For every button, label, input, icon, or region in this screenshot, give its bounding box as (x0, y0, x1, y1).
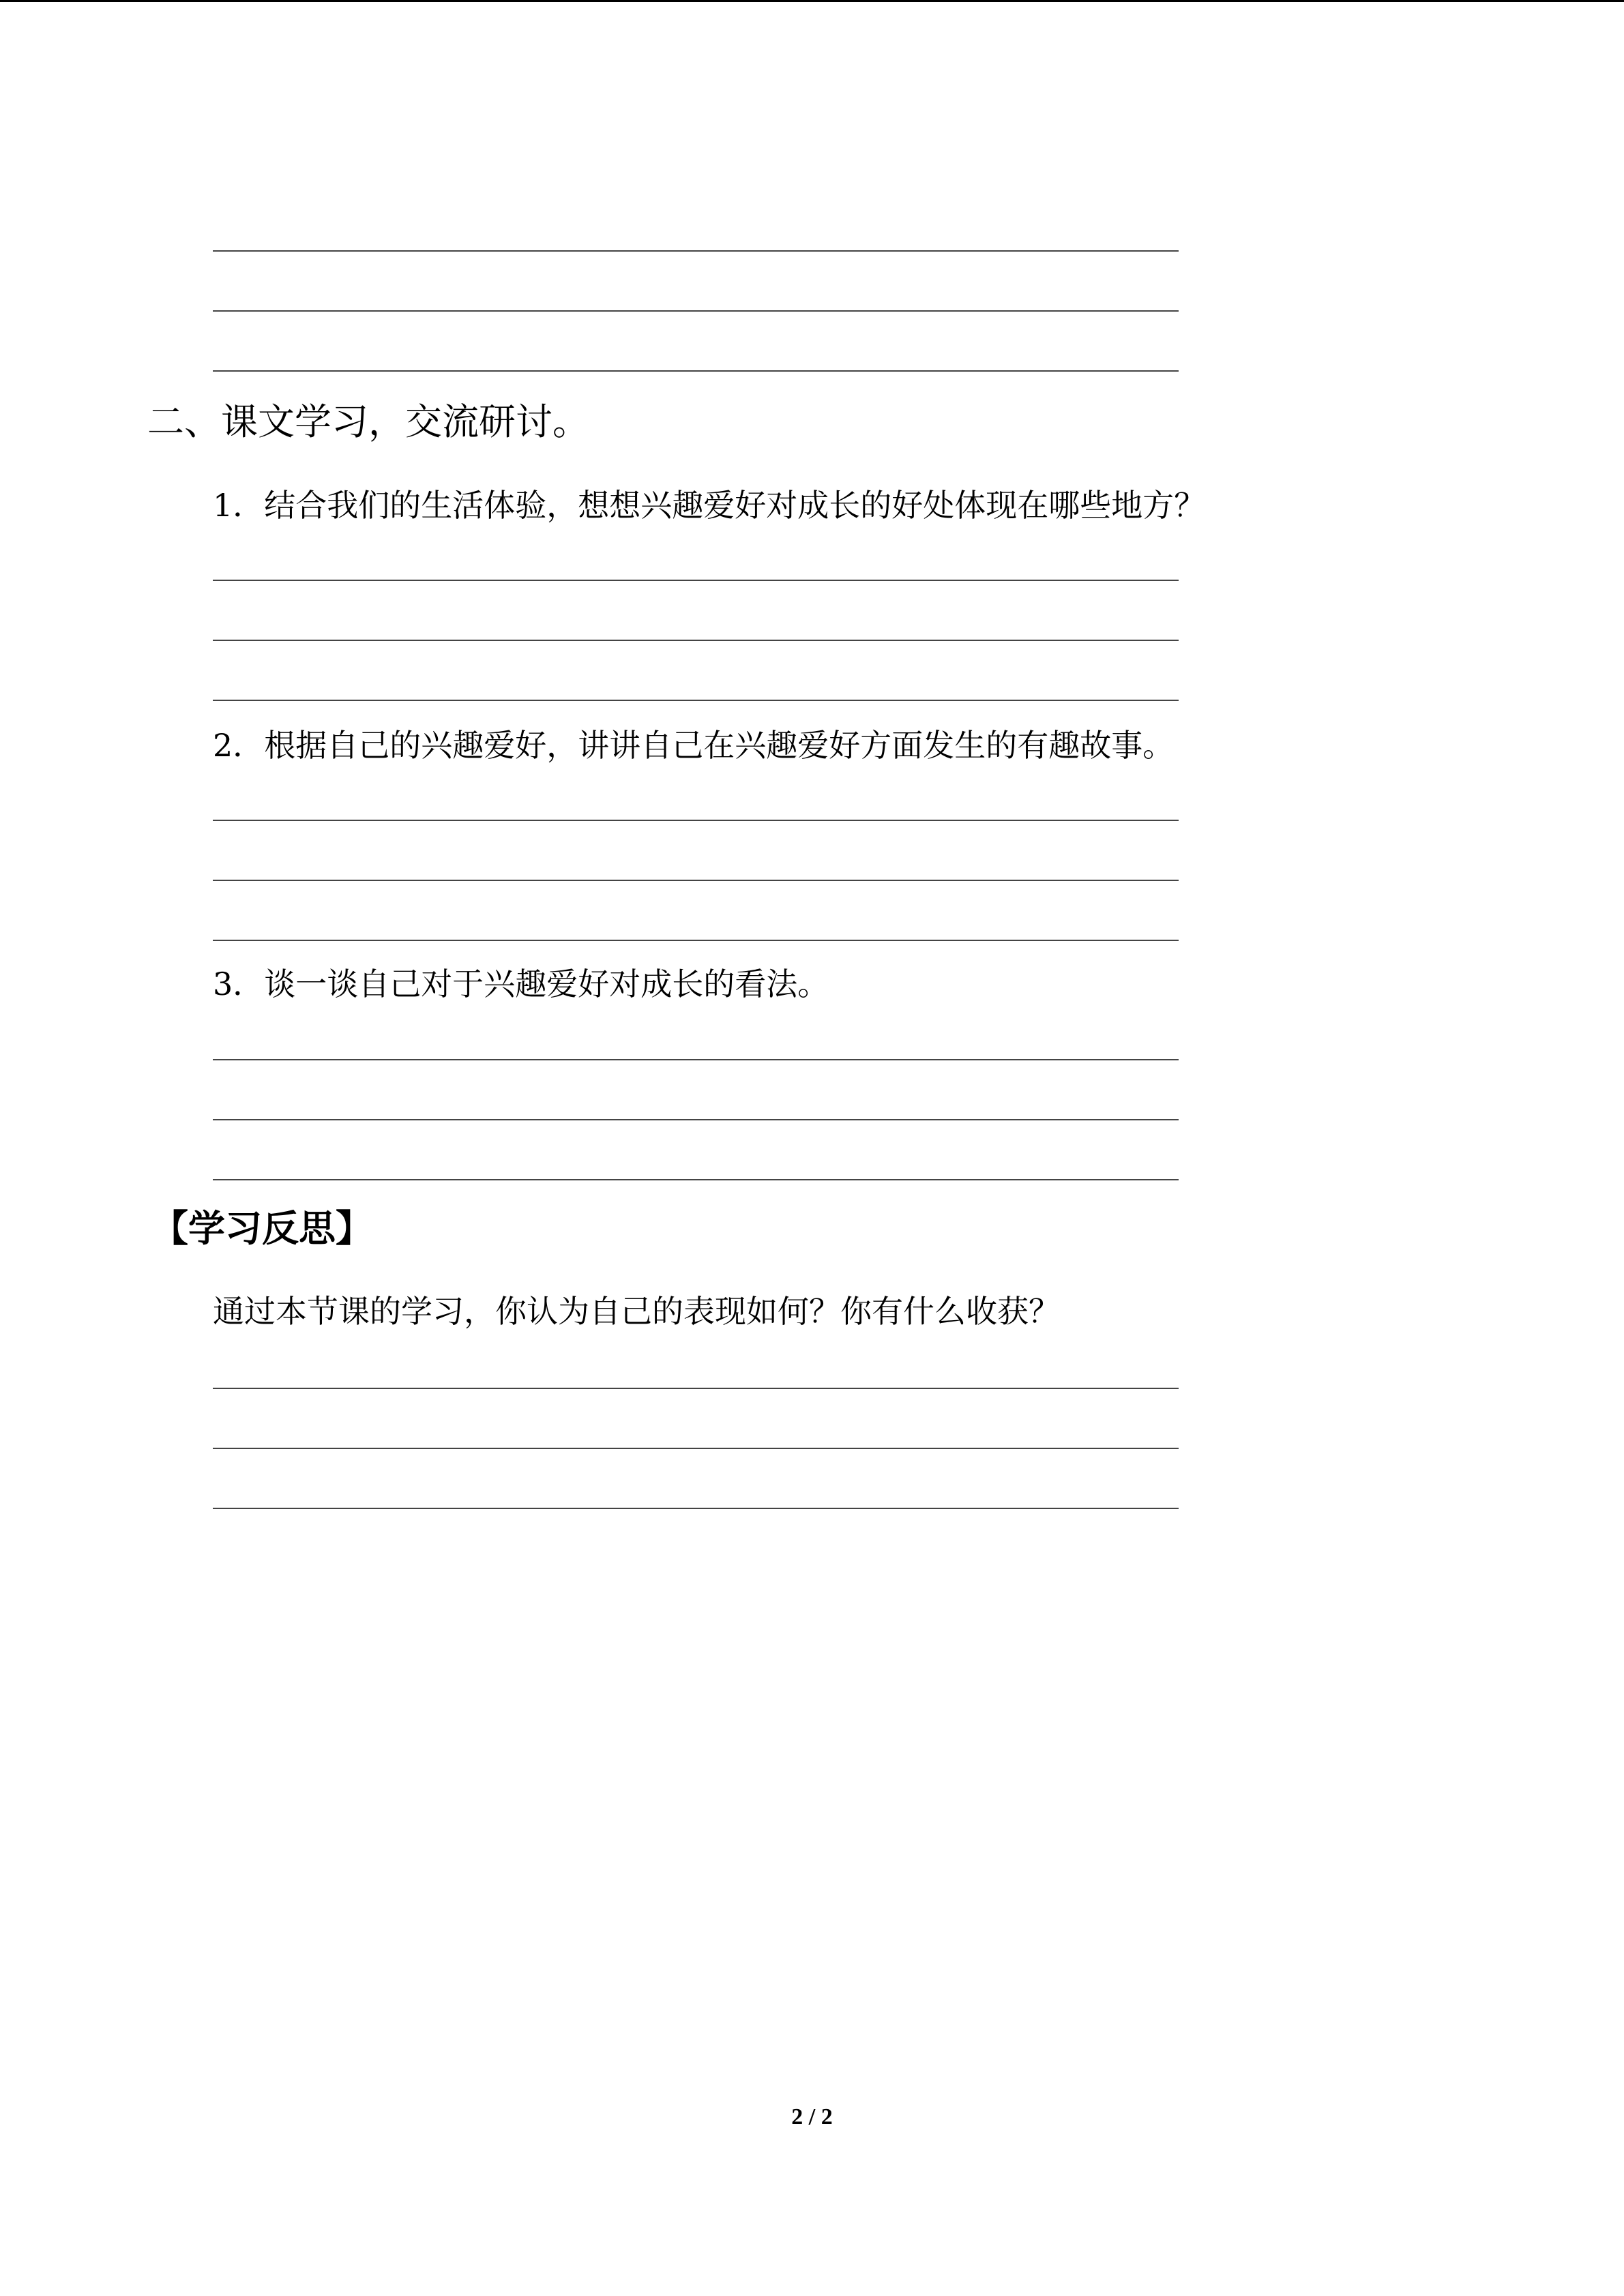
page-top-border (0, 0, 1624, 2)
answer-line[interactable] (213, 880, 1179, 881)
answer-line[interactable] (213, 310, 1179, 312)
question-1: 1．结合我们的生活体验，想想兴趣爱好对成长的好处体现在哪些地方？ (213, 487, 1206, 524)
reflection-prompt: 通过本节课的学习，你认为自己的表现如何？你有什么收获？ (213, 1293, 1060, 1330)
answer-line[interactable] (213, 700, 1179, 701)
question-3: 3．谈一谈自己对于兴趣爱好对成长的看法。 (213, 966, 829, 1002)
answer-line[interactable] (213, 1119, 1179, 1120)
answer-line[interactable] (213, 250, 1179, 252)
answer-line[interactable] (213, 820, 1179, 821)
answer-line[interactable] (213, 1179, 1179, 1180)
answer-line[interactable] (213, 640, 1179, 641)
answer-line[interactable] (213, 940, 1179, 941)
page-number: 2 / 2 (791, 2104, 833, 2130)
question-2: 2．根据自己的兴趣爱好，讲讲自己在兴趣爱好方面发生的有趣故事。 (213, 727, 1175, 764)
answer-line[interactable] (213, 1508, 1179, 1509)
answer-line[interactable] (213, 1059, 1179, 1060)
answer-line[interactable] (213, 580, 1179, 581)
answer-line[interactable] (213, 1388, 1179, 1389)
section-heading-2: 二、课文学习，交流研讨。 (147, 400, 589, 443)
reflection-heading: 【学习反思】 (151, 1207, 372, 1250)
answer-line[interactable] (213, 370, 1179, 372)
answer-line[interactable] (213, 1448, 1179, 1449)
